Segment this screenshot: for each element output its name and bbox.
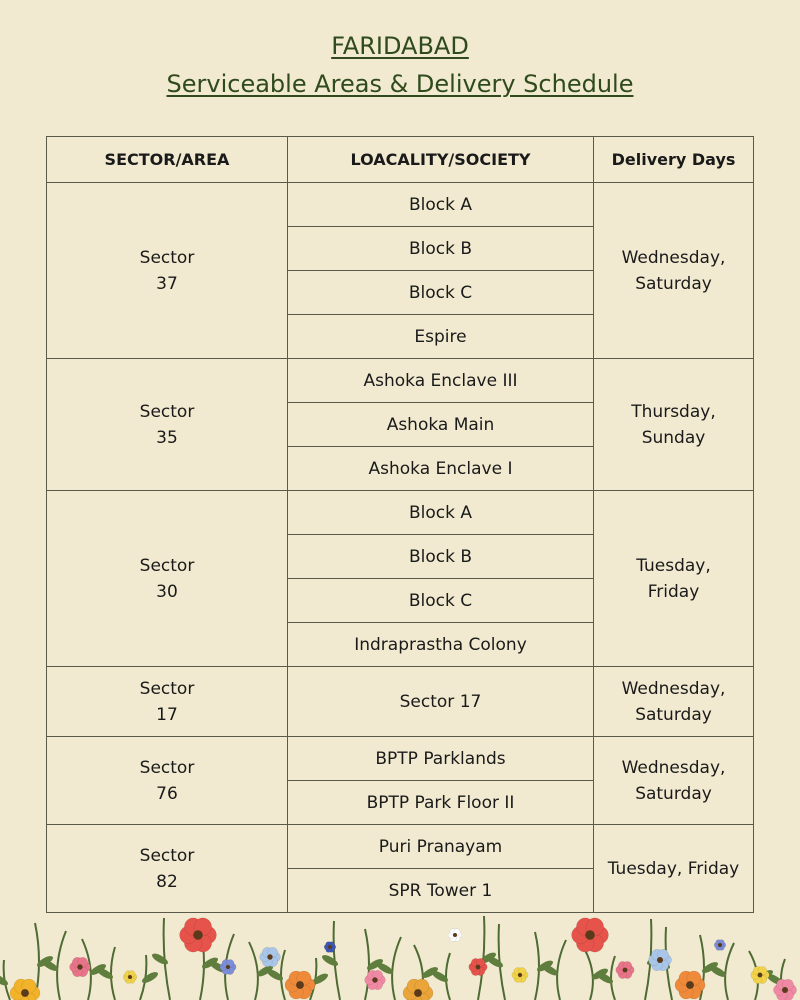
locality-cell: Ashoka Main: [288, 403, 594, 447]
delivery-days-cell: [594, 667, 754, 737]
delivery-days-text: Friday: [647, 581, 700, 602]
delivery-days-text: Tuesday,: [636, 555, 711, 576]
flower-center-icon: [77, 964, 82, 969]
flower-center-icon: [782, 987, 788, 993]
sector-text: 17: [156, 704, 178, 725]
sector-text: 30: [156, 581, 178, 602]
delivery-days-text: Wednesday,: [621, 247, 726, 268]
stem-icon: [111, 947, 115, 1000]
leaf-icon: [140, 970, 159, 985]
leaf-icon: [320, 953, 339, 968]
locality-cell: Puri Pranayam: [288, 825, 594, 869]
delivery-schedule-table: [46, 136, 754, 913]
delivery-days-text: Wednesday,: [621, 678, 726, 699]
sector-text: 35: [156, 427, 178, 448]
sector-cell: [47, 825, 288, 913]
flower-center-icon: [585, 930, 595, 940]
flower-center-icon: [657, 957, 663, 963]
delivery-days-text: Tuesday, Friday: [607, 858, 740, 879]
locality-cell: Block C: [288, 271, 594, 315]
sector-text: Sector: [139, 845, 195, 866]
leaf-icon: [485, 954, 504, 969]
delivery-days-cell: [594, 491, 754, 667]
flower-center-icon: [267, 954, 272, 959]
sector-text: Sector: [139, 757, 195, 778]
delivery-days-text: Saturday: [635, 273, 712, 294]
stem-icon: [611, 956, 615, 1000]
locality-cell: Indraprastha Colony: [288, 623, 594, 667]
table-row: [47, 359, 754, 403]
sector-text: 82: [156, 871, 178, 892]
locality-cell: Block C: [288, 579, 594, 623]
leaf-icon: [150, 951, 169, 966]
locality-cell: Block A: [288, 491, 594, 535]
locality-cell: Ashoka Enclave I: [288, 447, 594, 491]
flower-center-icon: [296, 981, 304, 989]
sector-text: Sector: [139, 678, 195, 699]
sector-cell: [47, 183, 288, 359]
locality-cell: Sector 17: [288, 667, 594, 737]
sector-cell: [47, 359, 288, 491]
table-row: [47, 667, 754, 737]
flower-center-icon: [226, 965, 230, 969]
stem-icon: [446, 953, 450, 1000]
sector-cell: [47, 491, 288, 667]
stem-icon: [365, 929, 369, 1000]
stem-icon: [281, 950, 285, 1000]
flower-center-icon: [758, 973, 763, 978]
flower-center-icon: [414, 989, 422, 997]
stem-icon: [584, 948, 593, 1000]
delivery-days-cell: [594, 737, 754, 825]
table-row: [47, 825, 754, 869]
delivery-days-text: Wednesday,: [621, 757, 726, 778]
locality-cell: Ashoka Enclave III: [288, 359, 594, 403]
table-row: [47, 491, 754, 535]
header-delivery-days: Delivery Days: [594, 137, 754, 183]
flower-center-icon: [476, 965, 481, 970]
sector-text: 76: [156, 783, 178, 804]
flower-center-icon: [453, 933, 457, 937]
page-title: FARIDABAD: [331, 32, 469, 60]
stem-icon: [557, 940, 566, 1000]
sector-text: 37: [156, 273, 178, 294]
flower-center-icon: [686, 981, 694, 989]
flower-center-icon: [128, 975, 132, 979]
header-sector-area: SECTOR/AREA: [47, 137, 288, 183]
flower-center-icon: [518, 973, 522, 977]
delivery-days-text: Thursday,: [631, 401, 716, 422]
locality-cell: Block A: [288, 183, 594, 227]
sector-cell: [47, 667, 288, 737]
sector-text: Sector: [139, 555, 195, 576]
locality-cell: BPTP Park Floor II: [288, 781, 594, 825]
sector-text: Sector: [139, 401, 195, 422]
delivery-days-text: Sunday: [641, 427, 706, 448]
delivery-days-cell: [594, 183, 754, 359]
stem-icon: [725, 943, 734, 1000]
wildflower-border: [0, 905, 800, 1000]
table-row: [47, 183, 754, 227]
delivery-days-text: Saturday: [635, 783, 712, 804]
sector-cell: [47, 737, 288, 825]
stem-icon: [57, 931, 66, 1000]
locality-cell: SPR Tower 1: [288, 869, 594, 913]
flower-center-icon: [328, 945, 332, 949]
locality-cell: BPTP Parklands: [288, 737, 594, 781]
locality-cell: Block B: [288, 535, 594, 579]
locality-cell: Block B: [288, 227, 594, 271]
page-subtitle: Serviceable Areas & Delivery Schedule: [166, 70, 634, 98]
stem-icon: [535, 932, 539, 1000]
delivery-days-cell: [594, 359, 754, 491]
stem-icon: [392, 937, 401, 1000]
flower-center-icon: [372, 977, 377, 982]
header-locality: LOACALITY/SOCIETY: [288, 137, 594, 183]
locality-cell: Espire: [288, 315, 594, 359]
flower-center-icon: [193, 930, 203, 940]
stem-icon: [249, 942, 258, 1000]
sector-text: Sector: [139, 247, 195, 268]
flower-center-icon: [623, 968, 628, 973]
flower-center-icon: [718, 943, 722, 947]
header-row: [47, 137, 754, 183]
delivery-days-cell: [594, 825, 754, 913]
delivery-days-text: Saturday: [635, 704, 712, 725]
table-row: [47, 737, 754, 781]
table-body: [47, 183, 754, 913]
flower-center-icon: [21, 989, 29, 997]
